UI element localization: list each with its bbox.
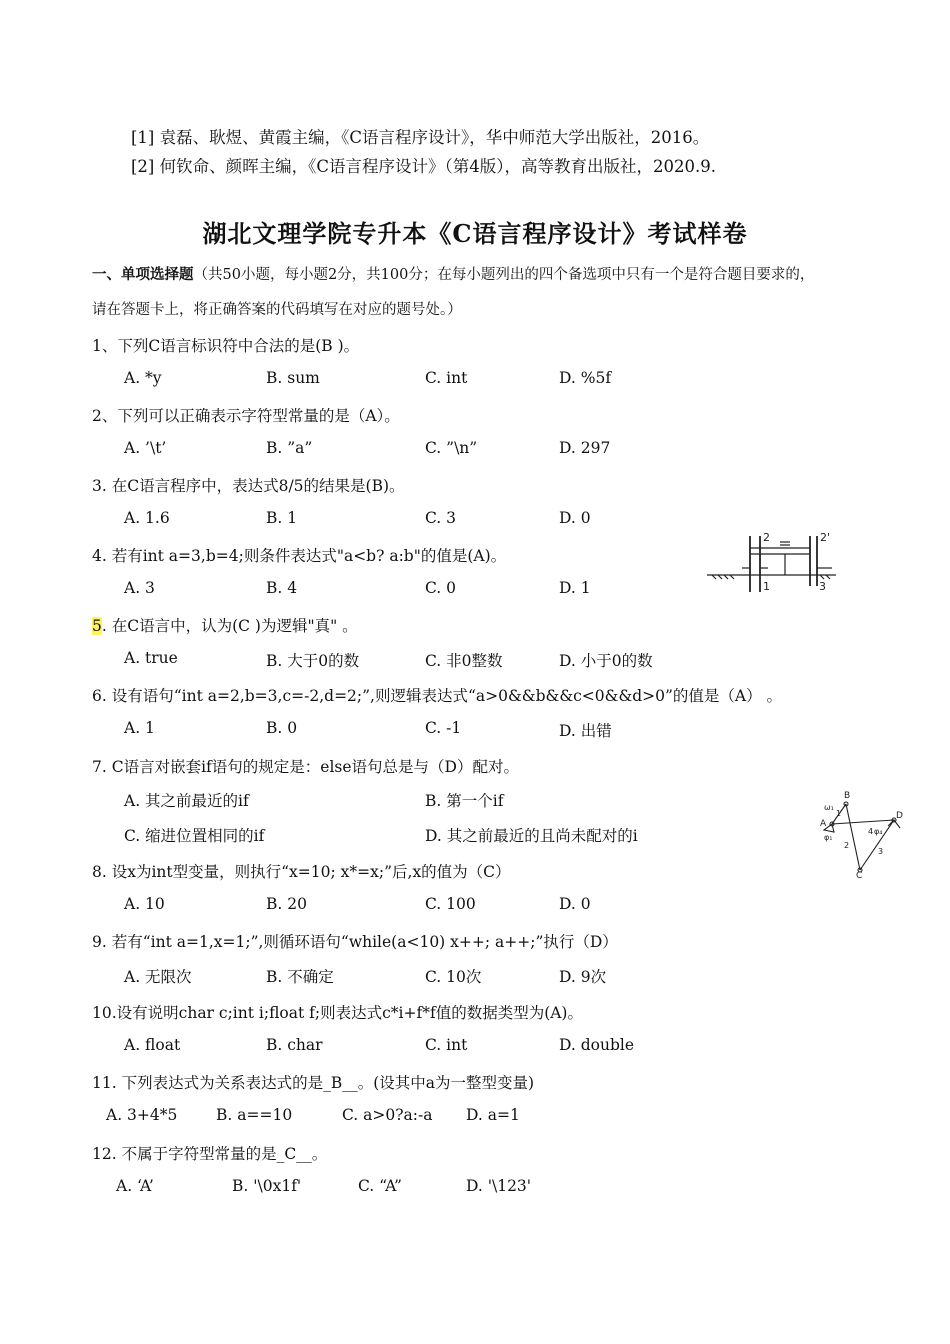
q7-option-d: D. 其之前最近的且尚未配对的i [425, 827, 638, 845]
q5-option-d: D. 小于0的数 [559, 652, 653, 670]
q1-option-c: C. int [425, 369, 468, 387]
point-label-b: B [844, 791, 851, 801]
question-11: 11. 下列表达式为关系表达式的是_B__。(设其中a为一整型变量) [92, 1074, 535, 1092]
link-label-3: 3 [878, 847, 884, 856]
point-label-c: C [856, 871, 863, 880]
question-1: 1、下列C语言标识符中合法的是(B )。 [92, 337, 360, 355]
question-7: 7. C语言对嵌套if语句的规定是：else语句总是与（D）配对。 [92, 758, 519, 776]
question-2: 2、下列可以正确表示字符型常量的是（A）。 [92, 407, 400, 425]
question-5-number: 5 [92, 617, 102, 635]
section-header [92, 263, 814, 284]
section-desc-2: 请在答题卡上，将正确答案的代码填写在对应的题号处。） [92, 302, 462, 318]
q6-option-c: C. -1 [425, 719, 462, 737]
gear-label-3: 3 [819, 580, 826, 593]
question-6: 6. 设有语句“int a=2,b=3,c=-2,d=2;”,则逻辑表达式“a>0&&b&&c<0&&d>0”的值是（A） 。 [92, 687, 783, 705]
q4-option-d: D. 1 [559, 579, 591, 597]
q6-option-d: D. 出错 [559, 722, 612, 740]
reference-1: [1] 袁磊、耿煜、黄霞主编，《C语言程序设计》，华中师范大学出版社，2016。 [131, 128, 710, 147]
q3-option-a: A. 1.6 [124, 509, 170, 527]
gear-label-2prime: 2' [820, 531, 831, 544]
q2-option-a: A. ’\t’ [124, 439, 167, 457]
point-label-a: A [820, 819, 827, 829]
q5-option-c: C. 非0整数 [425, 652, 503, 670]
q1-option-d: D. %5f [559, 369, 612, 387]
q5-option-a: A. true [124, 649, 178, 667]
reference-2: [2] 何钦命、颜晖主编，《C语言程序设计》（第4版），高等教育出版社，2020.9. [131, 157, 716, 176]
phi4-label: φ₄ [874, 827, 883, 836]
question-8: 8. 设x为int型变量，则执行“x=10; x*=x;”后,x的值为（C） [92, 863, 511, 881]
q3-option-d: D. 0 [559, 509, 591, 527]
question-5-text: . 在C语言中，认为(C )为逻辑"真" 。 [101, 617, 358, 635]
q12-option-d: D. '\123' [466, 1177, 532, 1195]
q8-option-a: A. 10 [124, 895, 165, 913]
q12-option-c: C. “A” [358, 1177, 402, 1195]
q4-option-c: C. 0 [425, 579, 457, 597]
q11-option-b: B. a==10 [216, 1106, 293, 1124]
section-desc-1: （共50小题，每小题2分，共100分；在每小题列出的四个备选项中只有一个是符合题目要求的， [193, 267, 815, 283]
q9-option-d: D. 9次 [559, 968, 607, 986]
q3-option-b: B. 1 [266, 509, 298, 527]
link-label-1: 1 [836, 809, 842, 818]
link-label-2: 2 [844, 841, 850, 850]
q8-option-b: B. 20 [266, 895, 307, 913]
question-9: 9. 若有“int a=1,x=1;”,则循环语句“while(a<10) x++; a++;”执行（D） [92, 933, 618, 951]
question-5 [92, 614, 358, 636]
q11-option-d: D. a=1 [466, 1106, 520, 1124]
q10-option-b: B. char [266, 1036, 323, 1054]
q8-option-d: D. 0 [559, 895, 591, 913]
q1-option-a: A. *y [124, 369, 162, 387]
q9-option-c: C. 10次 [425, 968, 482, 986]
section-label: 一、单项选择题 [92, 266, 194, 283]
q12-option-b: B. '\0x1f' [232, 1177, 302, 1195]
q8-option-c: C. 100 [425, 895, 476, 913]
question-4: 4. 若有int a=3,b=4;则条件表达式"a<b? a:b"的值是(A)。 [92, 547, 507, 565]
link-label-4: 4 [868, 827, 874, 836]
q10-option-c: C. int [425, 1036, 468, 1054]
q7-option-c: C. 缩进位置相同的if [124, 827, 265, 845]
question-3: 3. 在C语言程序中，表达式8/5的结果是(B)。 [92, 477, 405, 495]
q9-option-b: B. 不确定 [266, 968, 334, 986]
question-10: 10.设有说明char c;int i;float f;则表达式c*i+f*f值的数据类型为(A)。 [92, 1004, 583, 1022]
q11-option-a: A. 3+4*5 [106, 1106, 178, 1124]
q5-option-b: B. 大于0的数 [266, 652, 360, 670]
q11-option-c: C. a>0?a:-a [342, 1106, 433, 1124]
q10-option-a: A. float [124, 1036, 181, 1054]
point-label-d: D [896, 811, 903, 821]
linkage-figure [818, 786, 908, 880]
phi1-label: φ₁ [824, 833, 833, 842]
q6-option-a: A. 1 [124, 719, 155, 737]
q7-option-a: A. 其之前最近的if [124, 792, 249, 810]
gear-train-figure [704, 528, 840, 598]
gear-label-1: 1 [763, 580, 770, 593]
page-title: 湖北文理学院专升本《C语言程序设计》考试样卷 [202, 219, 748, 248]
gear-label-2: 2 [763, 531, 770, 544]
q4-option-a: A. 3 [124, 579, 155, 597]
q2-option-d: D. 297 [559, 439, 611, 457]
q9-option-a: A. 无限次 [124, 968, 192, 986]
q2-option-b: B. ”a” [266, 439, 313, 457]
q1-option-b: B. sum [266, 369, 320, 387]
q4-option-b: B. 4 [266, 579, 298, 597]
q12-option-a: A. ‘A’ [116, 1177, 154, 1195]
omega-label: ω₁ [824, 803, 834, 812]
question-12: 12. 不属于字符型常量的是_C__。 [92, 1145, 328, 1163]
q6-option-b: B. 0 [266, 719, 298, 737]
q2-option-c: C. ”\n” [425, 439, 478, 457]
q3-option-c: C. 3 [425, 509, 457, 527]
q10-option-d: D. double [559, 1036, 635, 1054]
q7-option-b: B. 第一个if [425, 792, 504, 810]
